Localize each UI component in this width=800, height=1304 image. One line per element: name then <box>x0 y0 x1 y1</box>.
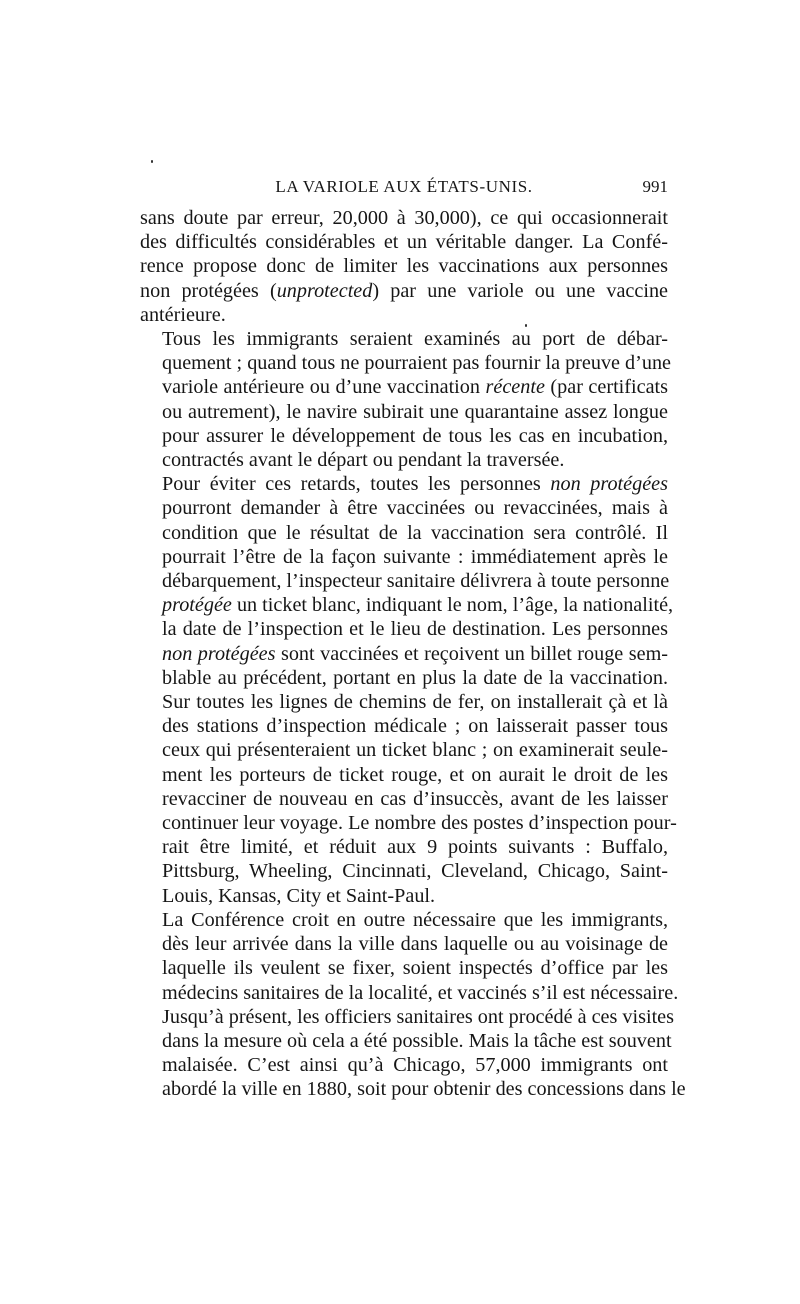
text-line <box>140 763 668 787</box>
ink-speck <box>151 160 153 163</box>
text-segment: contractés avant le départ ou pendant la traversée. <box>162 449 565 472</box>
text-segment: des stations d’inspection médicale ; on laisserait passer tous <box>162 715 668 738</box>
text-line <box>140 206 668 230</box>
text-segment: abordé la ville en 1880, soit pour obtenir des concessions dans le <box>162 1078 686 1101</box>
text-segment: médecins sanitaires de la localité, et vaccinés s’il est nécessaire. <box>162 981 679 1004</box>
text-segment: quement ; quand tous ne pourraient pas fournir la preuve d’une <box>162 352 672 375</box>
text-segment: sans doute par erreur, 20,000 à 30,000), ce qui occasionnerait <box>140 207 668 229</box>
text-segment: ) par une variole ou une vaccine <box>372 279 669 302</box>
text-line <box>140 981 679 1005</box>
text-segment: un ticket blanc, indiquant le nom, l’âge, la nationalité, <box>231 594 674 617</box>
text-segment: Pour éviter ces retards, toutes les personnes <box>162 473 551 496</box>
text-segment: non protégées ( <box>140 279 277 302</box>
text-segment: La Conférence croit en outre nécessaire que les immigrants, <box>162 908 668 931</box>
text-line <box>140 327 668 351</box>
text-segment: condition que le résultat de la vaccination sera contrôlé. Il <box>162 521 668 544</box>
text-line <box>140 859 668 883</box>
text-segment: Pittsburg, Wheeling, Cincinnati, Cleveland, Chicago, Saint- <box>162 860 668 883</box>
text-line <box>140 617 668 641</box>
text-line <box>140 400 668 424</box>
text-line <box>140 254 668 278</box>
text-segment: des difficultés considérables et un véritable danger. La Confé- <box>140 231 668 254</box>
text-segment: dans la mesure où cela a été possible. Mais la tâche est souvent <box>162 1029 672 1052</box>
text-line <box>140 424 668 448</box>
text-line <box>140 787 668 811</box>
text-segment: laquelle ils veulent se fixer, soient inspectés d’office par les <box>162 957 668 980</box>
text-line <box>140 351 672 375</box>
text-segment: débarquement, l’inspecteur sanitaire délivrera à toute personne <box>162 570 670 593</box>
text-line <box>140 956 668 980</box>
text-line <box>140 279 668 303</box>
text-line <box>140 230 668 254</box>
text-line <box>140 569 668 593</box>
text-line <box>140 1029 672 1053</box>
text-line <box>140 1005 675 1029</box>
running-title: LA VARIOLE AUX ÉTATS-UNIS. <box>275 177 533 196</box>
text-line <box>140 496 668 520</box>
running-header <box>140 174 668 200</box>
paragraph <box>140 472 677 908</box>
text-segment: Sur toutes les lignes de chemins de fer, on installerait çà et là <box>162 691 668 714</box>
text-line <box>140 472 668 496</box>
text-line <box>140 593 674 617</box>
text-segment: Louis, Kansas, City et Saint-Paul. <box>162 884 436 907</box>
italic-text: non protégées <box>550 473 669 496</box>
italic-text: protégée <box>162 594 232 617</box>
text-line <box>140 884 668 908</box>
text-segment: rence propose donc de limiter les vaccinations aux personnes <box>140 255 668 278</box>
text-segment: pourrait l’être de la façon suivante : immédiatement après le <box>162 545 668 568</box>
text-segment: continuer leur voyage. Le nombre des postes d’inspection pour- <box>162 812 677 835</box>
text-line <box>140 714 668 738</box>
italic-text: récente <box>485 376 545 399</box>
text-segment: sont vaccinées et reçoivent un billet rouge sem- <box>275 642 668 665</box>
text-segment: ment les porteurs de ticket rouge, et on aurait le droit de les <box>162 763 668 786</box>
page-number: 991 <box>642 177 668 196</box>
text-segment: variole antérieure ou d’une vaccination <box>162 376 486 399</box>
text-segment: la date de l’inspection et le lieu de destination. Les personnes <box>162 618 668 641</box>
text-line <box>140 908 668 932</box>
text-segment: (par certificats <box>544 376 669 399</box>
text-line <box>140 932 668 956</box>
paragraph <box>140 908 686 1102</box>
text-line <box>140 666 668 690</box>
text-segment: malaisée. C’est ainsi qu’à Chicago, 57,000 immigrants ont <box>162 1054 668 1077</box>
text-segment: Jusqu’à présent, les officiers sanitaires ont procédé à ces visites <box>162 1005 675 1028</box>
text-segment: revacciner de nouveau en cas d’insuccès, avant de les laisser <box>162 787 668 810</box>
text-line <box>140 642 668 666</box>
text-segment: pour assurer le développement de tous les cas en incubation, <box>162 424 668 447</box>
text-segment: Tous les immigrants seraient examinés au port de débar- <box>162 328 668 351</box>
paragraph <box>140 206 668 327</box>
italic-text: non protégées <box>162 642 276 665</box>
text-line <box>140 545 668 569</box>
text-line <box>140 738 668 762</box>
text-segment: dès leur arrivée dans la ville dans laquelle ou au voisinage de <box>162 933 668 956</box>
text-line <box>140 690 668 714</box>
text-line <box>140 1053 668 1077</box>
text-segment: blable au précédent, portant en plus la date de la vaccination. <box>162 666 668 689</box>
text-line <box>140 521 668 545</box>
text-line <box>140 835 668 859</box>
paragraph <box>140 327 672 472</box>
text-line <box>140 448 668 472</box>
italic-text: unprotected <box>276 279 373 302</box>
text-segment: ceux qui présenteraient un ticket blanc ; on examinerait seule- <box>162 739 668 762</box>
text-segment: rait être limité, et réduit aux 9 points suivants : Buffalo, <box>162 836 668 859</box>
text-line <box>140 1077 686 1101</box>
text-line <box>140 375 668 399</box>
text-line <box>140 303 668 327</box>
text-segment: pourront demander à être vaccinées ou revaccinées, mais à <box>162 497 668 520</box>
body-text <box>140 206 686 1102</box>
text-segment: ou autrement), le navire subirait une quarantaine assez longue <box>162 400 668 423</box>
text-segment: antérieure. <box>140 303 226 326</box>
text-line <box>140 811 677 835</box>
